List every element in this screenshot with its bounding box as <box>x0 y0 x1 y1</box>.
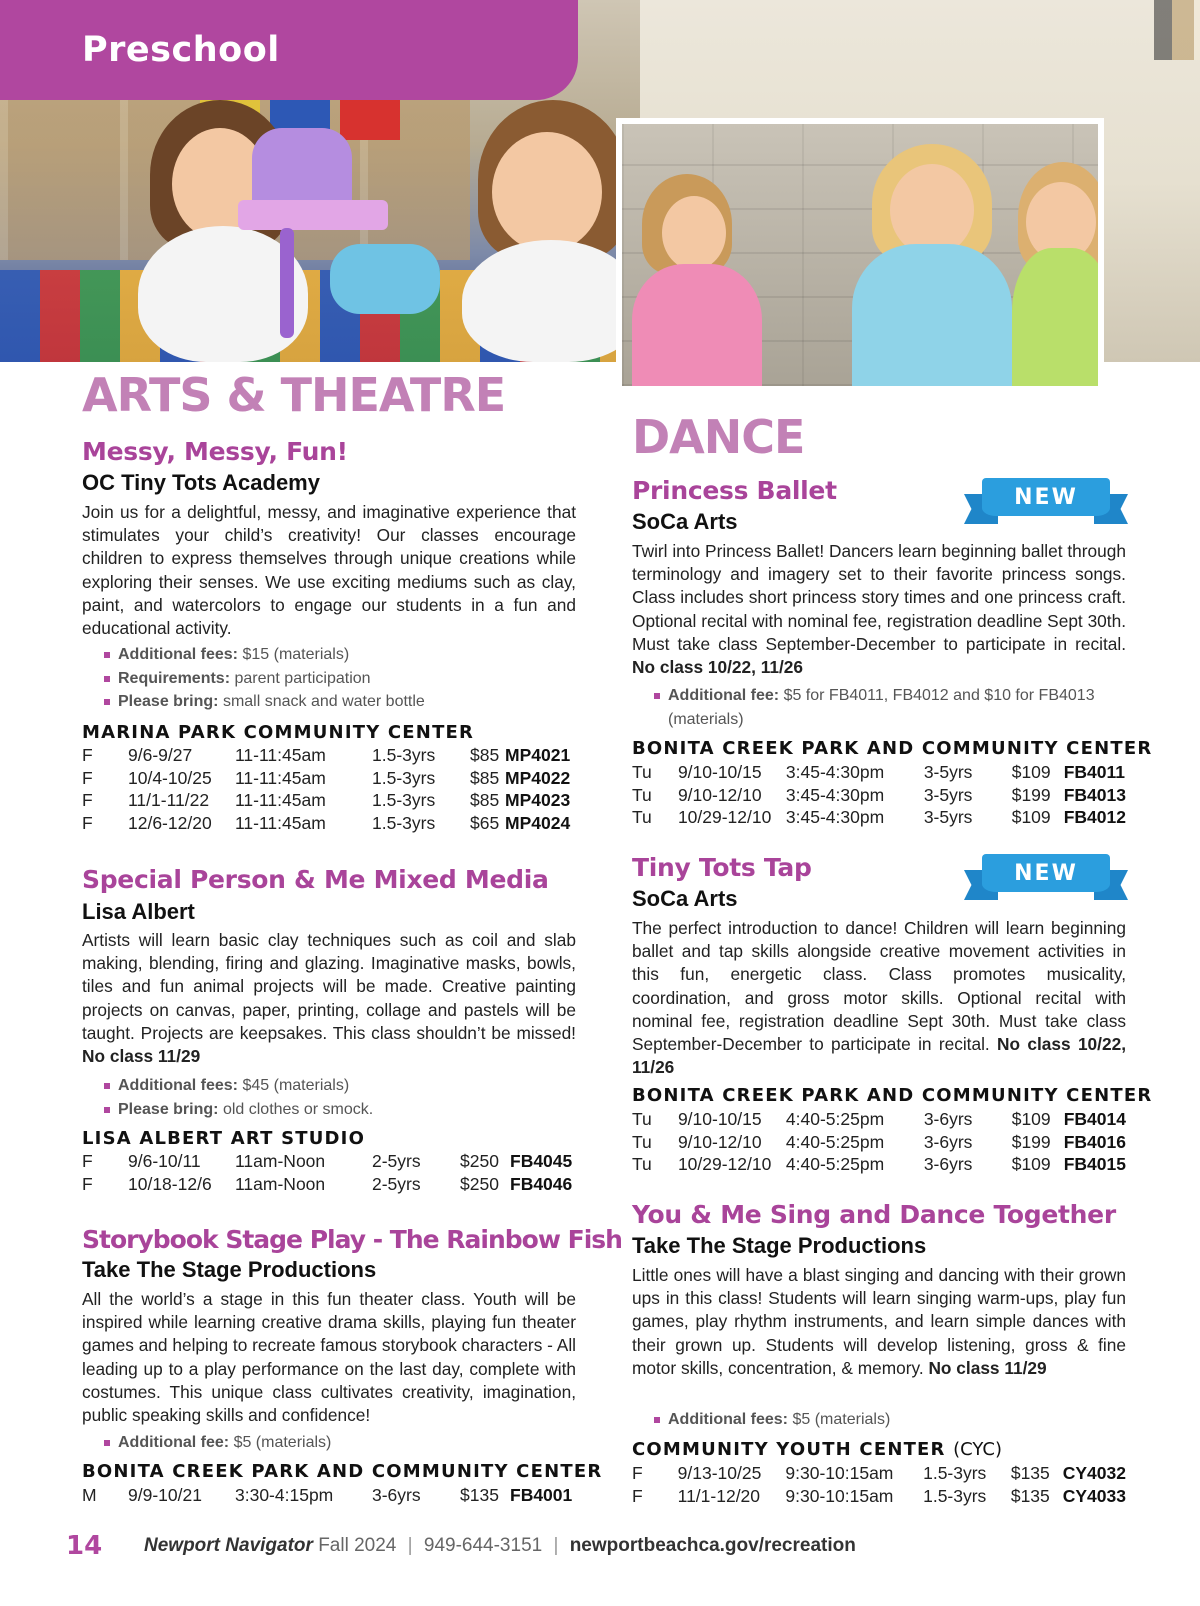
schedule-time: 9:30-10:15am <box>785 1485 894 1506</box>
class-title-you-and-me: You & Me Sing and Dance Together <box>632 1200 1116 1229</box>
schedule-age: 3-6yrs <box>372 1485 421 1505</box>
schedule-code: FB4001 <box>510 1485 573 1505</box>
list-item: Additional fee: $5 for FB4011, FB4012 and $10 for FB4013 (materials) <box>632 684 1126 731</box>
schedule-fee: $199 <box>1011 1131 1051 1152</box>
schedule-age: 3-6yrs <box>923 1154 973 1174</box>
schedule-fee: $109 <box>1011 1154 1051 1174</box>
schedule-time: 3:45-4:30pm <box>785 762 885 782</box>
schedule-code: MP4024 <box>505 812 571 833</box>
table-row <box>82 812 576 835</box>
schedule-fee: $199 <box>1011 784 1051 805</box>
schedule-time: 3:45-4:30pm <box>785 807 885 827</box>
class-provider: Lisa Albert <box>82 899 195 924</box>
schedule-fee: $85 <box>470 790 500 810</box>
schedule-dates: 10/18-12/6 <box>128 1173 212 1194</box>
class-title-special-person: Special Person & Me Mixed Media <box>82 865 549 894</box>
schedule-time: 9:30-10:15am <box>785 1463 894 1483</box>
schedule-dates: 9/13-10/25 <box>677 1463 762 1483</box>
schedule-code: FB4014 <box>1063 1109 1126 1129</box>
class-description: Twirl into Princess Ballet! Dancers learn beginning ballet through terminology and imagery set to their favorite princess songs. Class includes short princess story times and one princess craft. Optional recital with nominal fee, registration deadline Sept 30th. Must take class September-December to participate in recital. No class 10/22, 11/26 <box>632 541 1126 678</box>
schedule-day: F <box>82 1173 93 1194</box>
schedule-dates: 9/9-10/21 <box>128 1485 202 1505</box>
schedule-age: 3-6yrs <box>923 1131 973 1152</box>
dance-heading: DANCE <box>632 410 805 464</box>
table-row <box>82 767 576 790</box>
schedule-dates: 11/1-12/20 <box>677 1485 761 1506</box>
schedule-time: 3:45-4:30pm <box>785 784 885 805</box>
schedule-fee: $109 <box>1011 807 1051 827</box>
schedule-day: F <box>82 1151 93 1171</box>
schedule-time: 4:40-5:25pm <box>785 1131 885 1152</box>
list-item: Requirements: parent participation <box>82 667 576 691</box>
class-description: Artists will learn basic clay techniques such as coil and slab making, blending, firing and glazing. Imaginative masks, bowls, tiles and fun animal projects will be made. Creative painting projects on canvas, paper, printing, collage and pastels will be taught. Projects are keepsakes. This class shouldn’t be missed! No class 11/29 <box>82 930 576 1067</box>
table-row <box>632 1153 1126 1176</box>
schedule-day: F <box>632 1485 643 1506</box>
class-location: BONITA CREEK PARK AND COMMUNITY CENTER <box>82 1461 603 1482</box>
schedule-fee: $135 <box>460 1485 499 1505</box>
schedule-age: 1.5-3yrs <box>372 745 436 765</box>
list-item: Please bring: old clothes or smock. <box>82 1098 576 1122</box>
dance-class-photo <box>616 118 1104 392</box>
schedule-age: 2-5yrs <box>372 1173 421 1194</box>
schedule-fee: $109 <box>1011 762 1051 782</box>
list-item: Additional fees: $15 (materials) <box>82 643 576 667</box>
schedule-age: 3-5yrs <box>923 762 973 782</box>
table-row <box>632 1108 1126 1131</box>
schedule-fee: $109 <box>1011 1109 1051 1129</box>
schedule-age: 1.5-3yrs <box>372 812 436 833</box>
page-number: 14 <box>66 1531 103 1561</box>
class-fee-list <box>632 684 1126 731</box>
schedule-time: 11-11:45am <box>235 767 326 788</box>
schedule-day: F <box>82 745 93 765</box>
schedule-fee: $85 <box>470 745 500 765</box>
class-provider: SoCa Arts <box>632 886 738 911</box>
class-fee-list <box>82 643 576 714</box>
schedule-table <box>82 744 576 834</box>
schedule-dates: 9/10-10/15 <box>677 762 762 782</box>
schedule-age: 1.5-3yrs <box>923 1485 987 1506</box>
schedule-code: FB4015 <box>1063 1154 1126 1174</box>
list-item: Please bring: small snack and water bottle <box>82 690 576 714</box>
section-tab <box>0 0 578 100</box>
class-fee-list <box>82 1074 576 1121</box>
schedule-dates: 9/10-12/10 <box>677 784 762 805</box>
schedule-day: Tu <box>632 762 652 782</box>
list-item: Additional fees: $5 (materials) <box>632 1408 1126 1432</box>
schedule-table <box>82 1150 576 1195</box>
list-item: Additional fees: $45 (materials) <box>82 1074 576 1098</box>
new-badge: NEW <box>964 474 1128 530</box>
schedule-table <box>632 1462 1126 1507</box>
class-location: MARINA PARK COMMUNITY CENTER <box>82 722 475 743</box>
class-location: COMMUNITY YOUTH CENTER (CYC) <box>632 1439 1002 1460</box>
footer-publication: Newport Navigator Fall 2024 | 949-644-3151 | newportbeachca.gov/recreation <box>144 1535 856 1556</box>
schedule-code: FB4012 <box>1063 807 1126 827</box>
table-row <box>632 1485 1126 1508</box>
table-row <box>82 1173 576 1196</box>
schedule-fee: $250 <box>460 1173 499 1194</box>
schedule-fee: $135 <box>1010 1463 1050 1483</box>
class-provider: Take The Stage Productions <box>82 1257 377 1282</box>
schedule-dates: 9/10-10/15 <box>677 1109 762 1129</box>
class-title-tiny-tots-tap: Tiny Tots Tap <box>632 853 812 882</box>
class-description: The perfect introduction to dance! Children will learn beginning ballet and tap skills alongside creative movement activities in this fun, energetic class. Class promotes musicality, coordination, and gross motor skills. Optional recital with nominal fee, registration deadline Sept 30th. Must take class September-December to participate in recital. No class 10/22, 11/26 <box>632 918 1126 1078</box>
schedule-time: 11am-Noon <box>235 1173 326 1194</box>
schedule-time: 11am-Noon <box>235 1151 326 1171</box>
schedule-day: F <box>82 790 93 810</box>
schedule-fee: $65 <box>470 812 500 833</box>
schedule-time: 4:40-5:25pm <box>785 1109 885 1129</box>
table-row <box>632 784 1126 807</box>
schedule-dates: 12/6-12/20 <box>128 812 212 833</box>
schedule-dates: 10/29-12/10 <box>677 1154 772 1174</box>
schedule-code: FB4013 <box>1063 784 1126 805</box>
schedule-code: FB4045 <box>510 1151 573 1171</box>
schedule-code: CY4032 <box>1062 1463 1126 1483</box>
schedule-age: 1.5-3yrs <box>372 790 436 810</box>
schedule-dates: 9/6-10/11 <box>128 1151 201 1171</box>
schedule-code: MP4022 <box>505 767 571 788</box>
section-title: Preschool <box>82 30 280 70</box>
schedule-day: M <box>82 1485 97 1505</box>
schedule-day: Tu <box>632 807 652 827</box>
schedule-code: FB4011 <box>1063 762 1126 782</box>
schedule-time: 4:40-5:25pm <box>785 1154 885 1174</box>
class-description: Join us for a delightful, messy, and imaginative experience that stimulates your child’s creativity! Our classes encourage children to express themselves through unique creations while exploring their senses. We use exciting mediums such as clay, paint, and watercolors to engage our students in a fun and educational activity. <box>82 502 576 639</box>
schedule-dates: 11/1-11/22 <box>128 790 210 810</box>
new-badge: NEW <box>964 850 1128 906</box>
class-provider: SoCa Arts <box>632 509 738 534</box>
schedule-code: FB4016 <box>1063 1131 1126 1152</box>
schedule-day: Tu <box>632 1154 652 1174</box>
table-row <box>632 761 1126 784</box>
table-row <box>82 744 576 767</box>
schedule-time: 11-11:45am <box>235 790 326 810</box>
table-row <box>82 1150 576 1173</box>
schedule-code: MP4023 <box>505 790 571 810</box>
schedule-table <box>632 761 1126 829</box>
class-location: LISA ALBERT ART STUDIO <box>82 1128 366 1149</box>
schedule-day: F <box>82 767 93 788</box>
schedule-dates: 10/29-12/10 <box>677 807 772 827</box>
class-title-messy-fun: Messy, Messy, Fun! <box>82 437 348 466</box>
class-title-princess-ballet: Princess Ballet <box>632 476 837 505</box>
class-fee-list <box>82 1431 576 1455</box>
class-description: Little ones will have a blast singing and dancing with their grown ups in this class! Students will learn singing warm-ups, play fun games, play rhythm instruments, and learn simple dances with their grown up. Students will develop listening, gross & fine motor skills, concentration, & memory. No class 11/29 <box>632 1265 1126 1378</box>
class-title-storybook: Storybook Stage Play - The Rainbow Fish <box>82 1225 622 1254</box>
schedule-age: 1.5-3yrs <box>372 767 436 788</box>
schedule-day: Tu <box>632 784 652 805</box>
schedule-time: 3:30-4:15pm <box>235 1485 334 1505</box>
table-row <box>82 1484 576 1507</box>
class-provider: Take The Stage Productions <box>632 1233 927 1258</box>
schedule-table <box>82 1484 576 1507</box>
schedule-table <box>632 1108 1126 1176</box>
class-provider: OC Tiny Tots Academy <box>82 470 320 495</box>
schedule-age: 2-5yrs <box>372 1151 421 1171</box>
schedule-age: 3-6yrs <box>923 1109 973 1129</box>
schedule-fee: $135 <box>1010 1485 1050 1506</box>
schedule-fee: $250 <box>460 1151 499 1171</box>
class-description: All the world’s a stage in this fun theater class. Youth will be inspired while learning creative drama skills, playing fun theater games and helping to recreate famous storybook characters - All leading up to a play performance on the last day, complete with costumes. This unique class cultivates creativity, imagination, public speaking skills and confidence! <box>82 1289 576 1426</box>
class-fee-list <box>632 1408 1126 1432</box>
schedule-dates: 9/10-12/10 <box>677 1131 762 1152</box>
schedule-day: Tu <box>632 1131 652 1152</box>
schedule-day: Tu <box>632 1109 652 1129</box>
class-location: BONITA CREEK PARK AND COMMUNITY CENTER <box>632 738 1153 759</box>
schedule-fee: $85 <box>470 767 500 788</box>
schedule-time: 11-11:45am <box>235 745 326 765</box>
schedule-dates: 9/6-9/27 <box>128 745 193 765</box>
schedule-dates: 10/4-10/25 <box>128 767 212 788</box>
schedule-day: F <box>632 1463 643 1483</box>
list-item: Additional fee: $5 (materials) <box>82 1431 576 1455</box>
schedule-age: 1.5-3yrs <box>923 1463 987 1483</box>
table-row <box>632 1131 1126 1154</box>
schedule-age: 3-5yrs <box>923 784 973 805</box>
schedule-day: F <box>82 812 93 833</box>
table-row <box>632 1462 1126 1485</box>
schedule-code: MP4021 <box>505 745 571 765</box>
page-footer <box>66 1531 1166 1561</box>
table-row <box>632 806 1126 829</box>
schedule-code: FB4046 <box>510 1173 573 1194</box>
class-location: BONITA CREEK PARK AND COMMUNITY CENTER <box>632 1085 1153 1106</box>
arts-theatre-heading: ARTS & THEATRE <box>82 368 506 422</box>
table-row <box>82 789 576 812</box>
schedule-time: 11-11:45am <box>235 812 326 833</box>
schedule-code: CY4033 <box>1062 1485 1126 1506</box>
website-link[interactable]: newportbeachca.gov/recreation <box>569 1535 856 1556</box>
schedule-age: 3-5yrs <box>923 807 973 827</box>
